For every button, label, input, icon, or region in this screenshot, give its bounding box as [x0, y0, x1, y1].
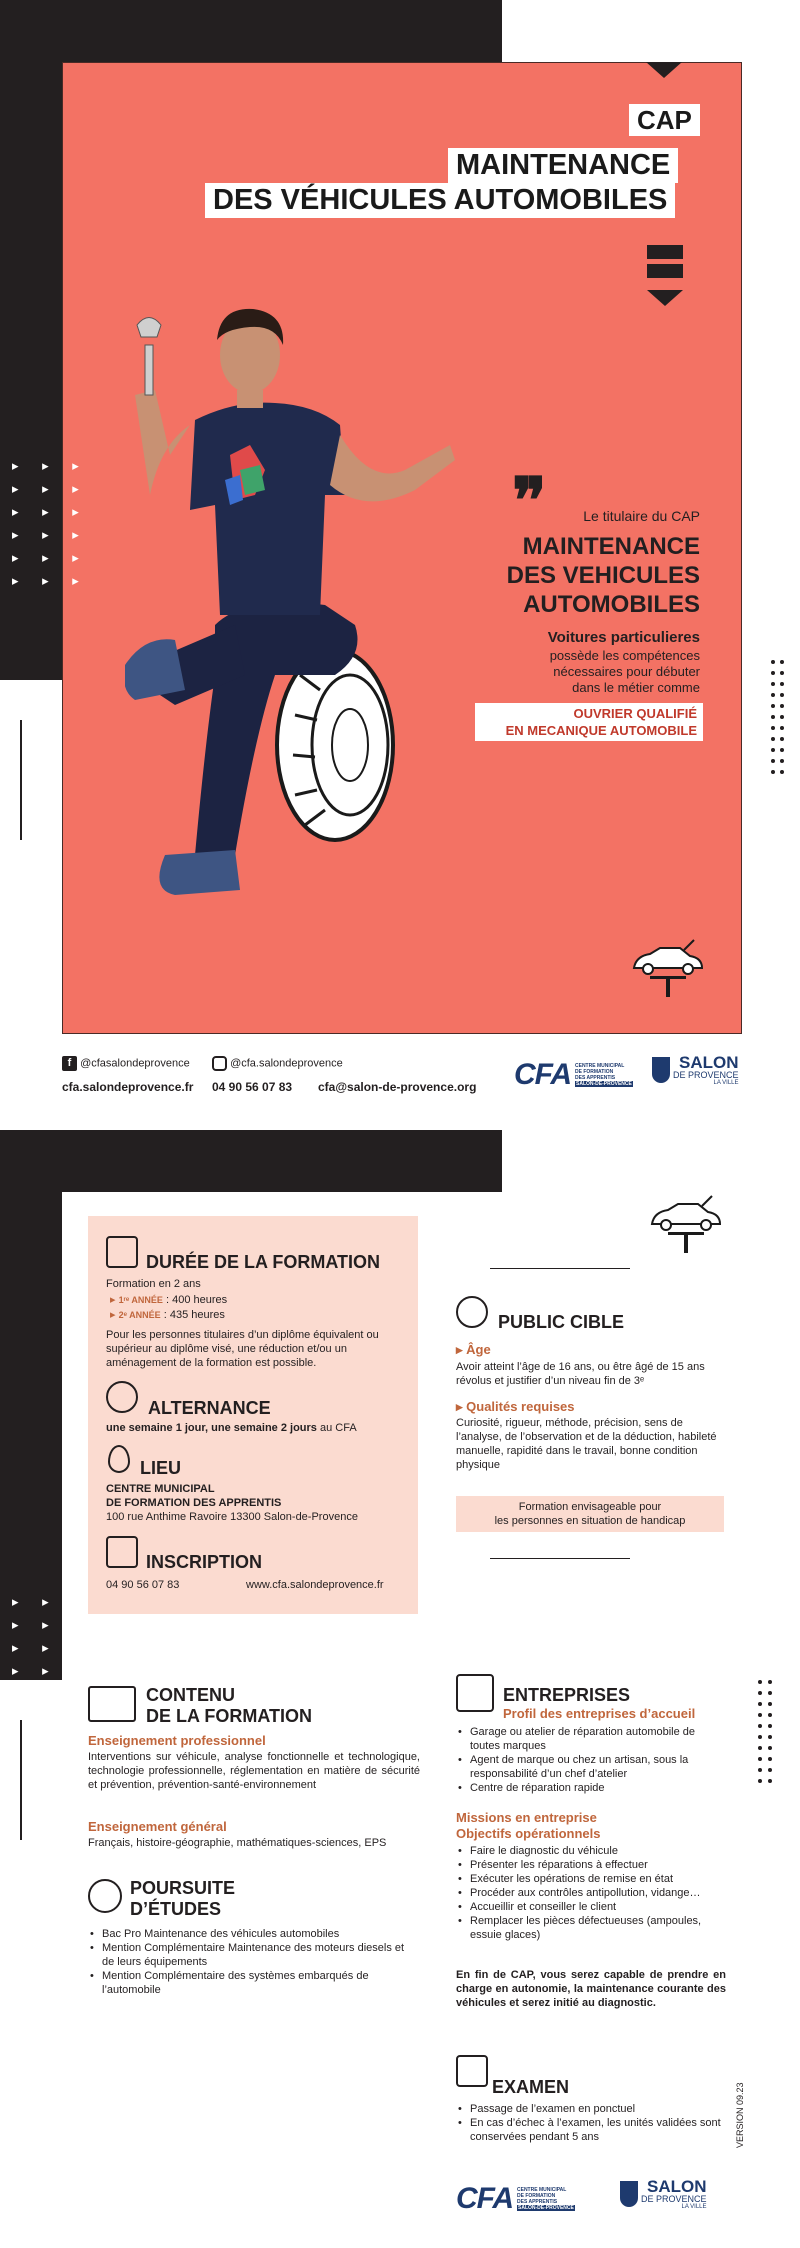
examen-title: EXAMEN: [492, 2077, 570, 2097]
version-label: VERSION 09.23: [735, 2082, 745, 2148]
quote-badge-line2: EN MECANIQUE AUTOMOBILE: [505, 723, 697, 738]
cfa-logo-text: CFA: [514, 1058, 571, 1091]
decor-arrows-left: ▸ ▸ ▸ ▸ ▸ ▸ ▸ ▸ ▸ ▸ ▸ ▸ ▸ ▸ ▸: [12, 1594, 89, 1701]
quote-intro: Le titulaire du CAP: [583, 508, 700, 524]
list-item: • Remplacer les pièces défectueuses (ampoules, essuie glaces): [456, 1914, 726, 1942]
chevron-down-icon: [647, 290, 683, 306]
divider: [490, 1558, 630, 1559]
handicap-box: [456, 1496, 724, 1532]
entreprises-missions-list: [456, 1844, 726, 1942]
cover-title-line2: MAINTENANCE: [448, 148, 678, 183]
salon-crest-icon: [652, 1057, 670, 1083]
bullet-arrow-icon: ▸: [110, 1309, 116, 1321]
list-item: • En cas d’échec à l’examen, les unités validées sont conservées pendant 5 ans: [456, 2116, 726, 2144]
public-qual-title: ▸ Qualités requises: [456, 1399, 575, 1414]
quote-subtitle: Voitures particulieres: [547, 629, 700, 646]
quote-title-line3: AUTOMOBILES: [523, 591, 700, 618]
cfa-logo-text: CFA: [456, 2182, 513, 2215]
contenu-title-line2: DE LA FORMATION: [146, 1706, 312, 1726]
page1-dark-top-band: [0, 0, 502, 62]
duree-year1-value: : 400 heures: [165, 1294, 228, 1306]
footer-instagram[interactable]: [212, 1056, 343, 1071]
list-item: • Agent de marque ou chez un artisan, sous la responsabilité d’un chef d’atelier: [456, 1753, 726, 1781]
duree-year2-label: 2ᵉ ANNÉE: [118, 1310, 161, 1320]
lieu-title: LIEU: [140, 1458, 182, 1478]
quote-title-line2: DES VEHICULES: [506, 562, 700, 589]
location-pin-icon: [108, 1445, 130, 1473]
list-item: • Procéder aux contrôles antipollution, vidange…: [456, 1886, 726, 1900]
list-item: • Accueillir et conseiller le client: [456, 1900, 726, 1914]
decor-line-left: [20, 720, 22, 840]
entreprises-title: ENTREPRISES: [503, 1685, 631, 1705]
duree-para: Pour les personnes titulaires d’un diplôme équivalent ou supérieur au diplôme visé, une réduction et/ou un aménagement de la formation est possible.: [106, 1329, 379, 1369]
contenu-pro-title: Enseignement professionnel: [88, 1733, 266, 1748]
quote-badge-line1: OUVRIER QUALIFIÉ: [573, 706, 697, 721]
form-icon: [106, 1536, 138, 1568]
duree-line1: Formation en 2 ans: [106, 1278, 201, 1290]
salon-logo-text: SALON DE PROVENCE LA VILLE: [641, 2177, 707, 2210]
poursuite-title-line2: D’ÉTUDES: [130, 1899, 222, 1919]
handicap-line2: les personnes en situation de handicap: [494, 1515, 686, 1527]
target-person-icon: [456, 1296, 488, 1328]
handicap-line1: Formation envisageable pour: [518, 1501, 662, 1513]
decor-dots-right: [758, 1680, 768, 1790]
inscription-phone[interactable]: 04 90 56 07 83: [106, 1579, 180, 1591]
quote-desc-line2: nécessaires pour débuter: [553, 664, 700, 679]
divider: [490, 1268, 630, 1269]
contenu-gen-text: Français, histoire-géographie, mathématiques-sciences, EPS: [88, 1837, 387, 1849]
entreprises-profil-list: [456, 1725, 726, 1795]
duree-year1: [110, 1293, 227, 1307]
chevron-down-icon: [646, 62, 682, 78]
salon-crest-icon: [620, 2181, 638, 2207]
entreprises-profil-title: Profil des entreprises d’accueil: [503, 1706, 696, 1721]
cfa-logo-caption: CENTRE MUNICIPAL DE FORMATION DES APPRENTIS SALON-DE-PROVENCE: [517, 2187, 574, 2211]
list-item: • Présenter les réparations à effectuer: [456, 1858, 726, 1872]
alternance-text: [106, 1421, 357, 1435]
alternance-text-rest: au CFA: [319, 1422, 357, 1434]
exam-clipboard-icon: [456, 2055, 488, 2087]
alternance-title: ALTERNANCE: [148, 1398, 271, 1418]
decor-dots-right-b: [768, 1680, 778, 1790]
cfa-logo-caption: CENTRE MUNICIPAL DE FORMATION DES APPRENTIS SALON-DE-PROVENCE: [575, 1063, 632, 1087]
instagram-handle: @cfa.salondeprovence: [230, 1057, 343, 1070]
quote-title-line1: MAINTENANCE: [522, 533, 700, 560]
entreprises-missions-title1: Missions en entreprise: [456, 1810, 597, 1825]
public-qual-text: Curiosité, rigueur, méthode, précision, sens de l’analyse, de l’observation et de la déduction, habileté manuelle, rapidité dans le travail, bonne condition physique: [456, 1417, 717, 1471]
inscription-title: INSCRIPTION: [146, 1552, 263, 1572]
poursuite-title-line1: POURSUITE: [130, 1878, 236, 1898]
duree-title: DURÉE DE LA FORMATION: [146, 1252, 380, 1272]
salon-logo: [620, 2178, 707, 2210]
cfa-logo: [514, 1058, 633, 1092]
list-item: • Mention Complémentaire des systèmes embarqués de l’automobile: [88, 1969, 418, 1997]
decor-arrows-left: ▸ ▸ ▸ ▸ ▸ ▸ ▸ ▸ ▸ ▸ ▸ ▸ ▸ ▸ ▸ ▸ ▸ ▸: [12, 458, 89, 588]
footer-email[interactable]: cfa@salon-de-provence.org: [318, 1080, 477, 1094]
decor-bar-top: [647, 245, 683, 259]
quote-badge: [475, 703, 703, 741]
instagram-icon: [212, 1056, 227, 1071]
entreprises-conclusion: En fin de CAP, vous serez capable de prendre en charge en autonomie, la maintenance courante des véhicules et serez initié au diagnostic.: [456, 1969, 726, 2009]
poursuite-list: [88, 1927, 418, 1997]
alternance-icon: [106, 1381, 138, 1413]
inscription-website[interactable]: www.cfa.salondeprovence.fr: [246, 1579, 384, 1591]
contenu-title-line1: CONTENU: [146, 1685, 235, 1705]
quote-desc-line3: dans le métier comme: [572, 680, 700, 695]
cap-title-label: CAP: [629, 104, 700, 136]
book-icon: [88, 1686, 136, 1722]
examen-list: [456, 2102, 726, 2144]
list-item: • Mention Complémentaire Maintenance des moteurs diesels et de leurs équipements: [88, 1941, 418, 1969]
decor-line-left: [20, 1720, 22, 1840]
car-lift-icon: [628, 938, 708, 1000]
cover-title-line3: DES VÉHICULES AUTOMOBILES: [205, 183, 675, 218]
duree-year2-value: : 435 heures: [163, 1309, 225, 1321]
salon-logo-text: SALON DE PROVENCE LA VILLE: [673, 1053, 739, 1086]
list-item: • Faire le diagnostic du véhicule: [456, 1844, 726, 1858]
entreprises-missions-title2: Objectifs opérationnels: [456, 1826, 601, 1841]
list-item: • Garage ou atelier de réparation automobile de toutes marques: [456, 1725, 726, 1753]
car-lift-icon: [646, 1194, 726, 1256]
mechanic-photo: [125, 295, 505, 935]
growth-icon: [88, 1879, 122, 1913]
page2-dark-top-band: [0, 1130, 502, 1192]
lieu-line1: CENTRE MUNICIPAL: [106, 1483, 215, 1495]
people-icon: [456, 1674, 494, 1712]
facebook-icon: f: [62, 1056, 77, 1071]
contenu-pro-text: Interventions sur véhicule, analyse fonctionnelle et technologique, technologie professionnelle, réglementation en matière de sécurité et prévention, prévention-santé-environnement: [88, 1751, 420, 1791]
bullet-arrow-icon: ▸: [110, 1294, 116, 1306]
footer-facebook[interactable]: [62, 1056, 190, 1071]
public-age-title: ▸ Âge: [456, 1342, 491, 1357]
quote-mark-icon: ❞: [512, 466, 547, 537]
facebook-handle: @cfasalondeprovence: [80, 1057, 190, 1070]
duree-year1-label: 1ʳᵉ ANNÉE: [118, 1295, 163, 1305]
list-item: • Bac Pro Maintenance des véhicules automobiles: [88, 1927, 418, 1941]
cfa-logo: [456, 2182, 575, 2216]
footer-website[interactable]: cfa.salondeprovence.fr: [62, 1080, 194, 1094]
list-item: • Exécuter les opérations de remise en état: [456, 1872, 726, 1886]
calendar-icon: [106, 1236, 138, 1268]
footer-phone[interactable]: 04 90 56 07 83: [212, 1080, 293, 1094]
alternance-text-bold: une semaine 1 jour, une semaine 2 jours: [106, 1422, 317, 1434]
duree-year2: [110, 1308, 225, 1322]
quote-desc-line1: possède les compétences: [549, 648, 700, 663]
lieu-line2: DE FORMATION DES APPRENTIS: [106, 1497, 282, 1509]
public-age-text: Avoir atteint l’âge de 16 ans, ou être âgé de 15 ans révolus et justifier d’un niveau fin de 3ᵉ: [456, 1361, 705, 1387]
public-title: PUBLIC CIBLE: [498, 1312, 624, 1332]
list-item: • Centre de réparation rapide: [456, 1781, 726, 1795]
decor-dots-right-b: [780, 660, 790, 781]
list-item: • Passage de l’examen en ponctuel: [456, 2102, 726, 2116]
salon-logo: [652, 1054, 739, 1086]
decor-bar-bottom: [647, 264, 683, 278]
lieu-line3: 100 rue Anthime Ravoire 13300 Salon-de-Provence: [106, 1511, 358, 1523]
contenu-gen-title: Enseignement général: [88, 1819, 227, 1834]
